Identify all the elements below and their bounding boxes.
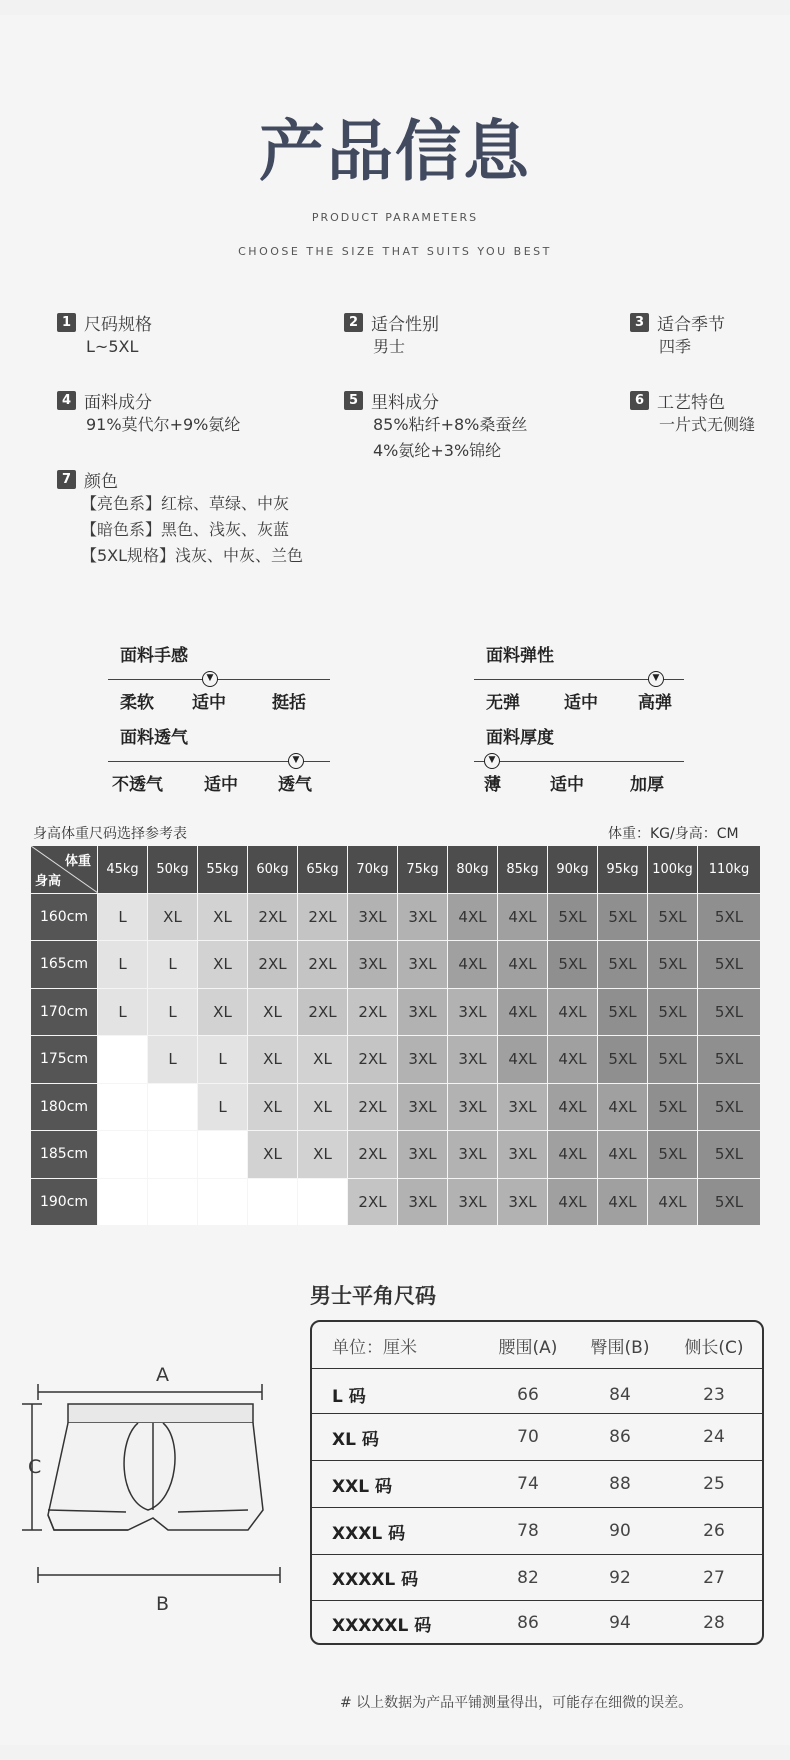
size-cell: L: [148, 941, 198, 989]
size-cell: 5XL: [648, 1036, 698, 1084]
size-cell: 2XL: [348, 1036, 398, 1084]
size-cell: XXL 码: [332, 1476, 392, 1497]
header-waist: 腰围(A): [498, 1337, 558, 1358]
size-cell: XL 码: [332, 1429, 379, 1450]
size-cell: XL: [248, 988, 298, 1036]
param-label: 适合性别: [371, 314, 439, 335]
dimension-c-label: C: [28, 1456, 42, 1478]
hip-cell: 86: [609, 1427, 631, 1447]
size-cell: L: [98, 941, 148, 989]
size-cell: 3XL: [348, 941, 398, 989]
scale-line: [474, 761, 684, 762]
scale-label: 加厚: [630, 775, 664, 795]
size-cell: 3XL: [498, 1131, 548, 1179]
size-cell: [98, 1036, 148, 1084]
size-cell: L: [98, 893, 148, 941]
length-cell: 28: [703, 1613, 725, 1633]
table-row: [312, 1460, 762, 1507]
table-row: [31, 941, 761, 989]
param-label: 里料成分: [371, 392, 439, 413]
hip-cell: 88: [609, 1474, 631, 1494]
size-cell: XXXXXL 码: [332, 1615, 432, 1636]
waist-cell: 70: [517, 1427, 539, 1447]
scale-thickness: [474, 723, 704, 793]
size-cell: 3XL: [398, 1131, 448, 1179]
param-label: 颜色: [84, 471, 118, 492]
waist-cell: 78: [517, 1521, 539, 1541]
table-row: [31, 893, 761, 941]
size-cell: 5XL: [698, 941, 761, 989]
size-cell: 4XL: [598, 1083, 648, 1131]
selected-marker-icon: ▼: [288, 753, 304, 769]
weight-header: 60kg: [248, 846, 298, 894]
size-cell: 4XL: [498, 941, 548, 989]
size-cell: 2XL: [298, 893, 348, 941]
table-row: [312, 1413, 762, 1460]
size-cell: L: [198, 1083, 248, 1131]
size-cell: XL: [298, 1131, 348, 1179]
color-line: 【亮色系】红棕、草绿、中灰: [81, 494, 290, 513]
table-row: [31, 1036, 761, 1084]
boxer-outline: [8, 1360, 298, 1640]
table-row: [312, 1554, 762, 1600]
size-cell: 3XL: [398, 988, 448, 1036]
length-cell: 25: [703, 1474, 725, 1494]
selected-marker-icon: ▼: [202, 671, 218, 687]
size-cell: 3XL: [498, 1083, 548, 1131]
size-cell: 5XL: [698, 988, 761, 1036]
size-cell: 5XL: [598, 941, 648, 989]
param-label: 工艺特色: [657, 392, 725, 413]
size-cell: 4XL: [648, 1178, 698, 1226]
size-cell: 4XL: [598, 1131, 648, 1179]
boxer-size-table: [310, 1320, 764, 1645]
size-cell: XL: [248, 1131, 298, 1179]
scale-title: 面料透气: [120, 728, 188, 748]
param-label: 尺码规格: [84, 314, 152, 335]
size-cell: XL: [248, 1083, 298, 1131]
size-cell: 5XL: [598, 893, 648, 941]
size-cell: 3XL: [498, 1178, 548, 1226]
weight-header: 85kg: [498, 846, 548, 894]
size-cell: 3XL: [448, 1036, 498, 1084]
weight-header: 65kg: [298, 846, 348, 894]
size-cell: XL: [248, 1036, 298, 1084]
weight-header: 100kg: [648, 846, 698, 894]
height-cell: 190cm: [31, 1178, 98, 1226]
size-cell: [98, 1178, 148, 1226]
length-cell: 23: [703, 1384, 725, 1405]
param-value: 91%莫代尔+9%氨纶: [86, 415, 241, 434]
scale-elasticity: [474, 641, 704, 711]
height-cell: 180cm: [31, 1083, 98, 1131]
table-row: [31, 988, 761, 1036]
scale-line: [108, 679, 330, 680]
size-cell: 4XL: [548, 1131, 598, 1179]
size-cell: L: [148, 1036, 198, 1084]
waist-cell: 74: [517, 1474, 539, 1494]
size-chart-caption: 身高体重尺码选择参考表: [33, 826, 187, 842]
param-lining: [344, 388, 527, 464]
weight-header: 95kg: [598, 846, 648, 894]
scale-label: 适中: [564, 693, 598, 713]
measurement-note: # 以上数据为产品平铺测量得出，可能存在细微的误差。: [340, 1695, 693, 1711]
number-badge: 5: [344, 391, 363, 410]
size-cell: 4XL: [498, 1036, 548, 1084]
boxer-size-title: 男士平角尺码: [310, 1284, 436, 1308]
size-cell: [198, 1178, 248, 1226]
hip-cell: 90: [609, 1521, 631, 1541]
number-badge: 6: [630, 391, 649, 410]
size-chart-units: 体重：KG/身高：CM: [608, 826, 739, 842]
size-cell: 2XL: [348, 988, 398, 1036]
scale-title: 面料手感: [120, 646, 188, 666]
hip-cell: 92: [609, 1567, 631, 1588]
size-cell: [148, 1178, 198, 1226]
size-cell: 4XL: [448, 941, 498, 989]
size-cell: 4XL: [498, 893, 548, 941]
header-unit: 单位：厘米: [332, 1337, 417, 1358]
table-row: [312, 1507, 762, 1554]
page: [0, 15, 790, 1745]
size-cell: XXXXL 码: [332, 1570, 419, 1590]
size-cell: L: [98, 988, 148, 1036]
size-cell: 5XL: [648, 1083, 698, 1131]
size-cell: 5XL: [698, 1131, 761, 1179]
size-cell: [148, 1131, 198, 1179]
param-value: 85%粘纤+8%桑蚕丝: [373, 415, 528, 434]
size-cell: 5XL: [698, 1036, 761, 1084]
param-label: 面料成分: [84, 392, 152, 413]
size-cell: 2XL: [348, 1083, 398, 1131]
subtitle-tagline: CHOOSE THE SIZE THAT SUITS YOU BEST: [238, 245, 552, 258]
weight-header: 80kg: [448, 846, 498, 894]
size-cell: 2XL: [348, 1131, 398, 1179]
size-cell: 3XL: [448, 1131, 498, 1179]
table-row: [31, 1083, 761, 1131]
param-label: 适合季节: [657, 314, 725, 335]
size-cell: 2XL: [298, 988, 348, 1036]
scale-title: 面料弹性: [486, 646, 554, 666]
size-cell: [248, 1178, 298, 1226]
param-value: 一片式无侧缝: [659, 415, 756, 434]
size-cell: 2XL: [248, 941, 298, 989]
size-cell: 3XL: [348, 893, 398, 941]
height-cell: 165cm: [31, 941, 98, 989]
param-fabric: [57, 388, 240, 438]
size-cell: 3XL: [448, 1083, 498, 1131]
size-cell: 5XL: [598, 1036, 648, 1084]
corner-height-label: 身高: [35, 873, 62, 889]
number-badge: 2: [344, 313, 363, 332]
size-cell: 3XL: [398, 1083, 448, 1131]
size-cell: L: [198, 1036, 248, 1084]
param-size: [57, 310, 152, 360]
waist-cell: 82: [517, 1567, 539, 1588]
scale-title: 面料厚度: [486, 728, 554, 748]
weight-header: 45kg: [98, 846, 148, 894]
dimension-b-label: B: [156, 1593, 170, 1615]
size-cell: 4XL: [448, 893, 498, 941]
size-cell: 5XL: [698, 1083, 761, 1131]
subtitle-en: PRODUCT PARAMETERS: [311, 211, 479, 224]
scale-breathability: [108, 723, 338, 793]
param-gender: [344, 310, 439, 360]
header-side-length: 侧长(C): [684, 1337, 744, 1358]
scale-label: 无弹: [486, 693, 520, 713]
size-chart-header-row: [31, 846, 761, 894]
size-cell: 5XL: [698, 1178, 761, 1226]
scale-softness: [108, 641, 338, 711]
size-chart-table: [30, 845, 761, 1226]
weight-header: 75kg: [398, 846, 448, 894]
size-cell: 2XL: [348, 1178, 398, 1226]
length-cell: 27: [703, 1567, 725, 1588]
size-cell: 4XL: [598, 1178, 648, 1226]
size-cell: XL: [148, 893, 198, 941]
scale-label: 柔软: [120, 693, 154, 713]
scale-label: 适中: [192, 693, 226, 713]
length-cell: 26: [703, 1521, 725, 1541]
scale-label: 适中: [204, 775, 238, 795]
corner-weight-label: 体重: [64, 854, 91, 869]
hip-cell: 84: [609, 1384, 631, 1405]
table-header-row: [312, 1322, 762, 1368]
size-cell: 3XL: [448, 1178, 498, 1226]
number-badge: 1: [57, 313, 76, 332]
selected-marker-icon: ▼: [484, 753, 500, 769]
scale-label: 高弹: [638, 693, 672, 713]
waist-cell: 66: [517, 1384, 539, 1405]
size-cell: 5XL: [598, 988, 648, 1036]
size-cell: 5XL: [648, 893, 698, 941]
size-cell: [148, 1083, 198, 1131]
size-cell: 4XL: [548, 1083, 598, 1131]
param-value: 4%氨纶+3%锦纶: [373, 441, 502, 460]
size-cell: 3XL: [398, 1036, 448, 1084]
color-line: 【暗色系】黑色、浅灰、灰蓝: [81, 520, 290, 539]
size-cell: 3XL: [398, 941, 448, 989]
size-cell: [98, 1083, 148, 1131]
size-cell: 4XL: [548, 988, 598, 1036]
size-cell: 4XL: [548, 1036, 598, 1084]
size-cell: XL: [198, 988, 248, 1036]
size-cell: [98, 1131, 148, 1179]
weight-header: 55kg: [198, 846, 248, 894]
page-title: 产品信息: [259, 113, 531, 190]
weight-header: 110kg: [698, 846, 761, 894]
size-cell: 5XL: [648, 988, 698, 1036]
size-cell: 3XL: [448, 988, 498, 1036]
size-cell: L: [148, 988, 198, 1036]
color-line: 【5XL规格】浅灰、中灰、兰色: [81, 546, 304, 565]
height-cell: 185cm: [31, 1131, 98, 1179]
size-cell: 4XL: [548, 1178, 598, 1226]
scale-label: 挺括: [272, 693, 306, 713]
size-cell: 5XL: [648, 941, 698, 989]
size-cell: 3XL: [398, 893, 448, 941]
size-cell: 5XL: [548, 893, 598, 941]
weight-header: 50kg: [148, 846, 198, 894]
weight-header: 90kg: [548, 846, 598, 894]
height-cell: 170cm: [31, 988, 98, 1036]
height-cell: 160cm: [31, 893, 98, 941]
header-hip: 臀围(B): [590, 1337, 650, 1358]
selected-marker-icon: ▼: [648, 671, 664, 687]
param-color: [57, 467, 303, 569]
size-cell: XL: [298, 1036, 348, 1084]
hip-cell: 94: [609, 1613, 631, 1633]
param-craft: [630, 388, 755, 438]
boxer-diagram: [8, 1360, 298, 1640]
size-cell: 5XL: [698, 893, 761, 941]
height-cell: 175cm: [31, 1036, 98, 1084]
size-cell: 3XL: [398, 1178, 448, 1226]
scale-label: 不透气: [112, 775, 163, 795]
size-cell: XL: [198, 893, 248, 941]
size-cell: XL: [198, 941, 248, 989]
scale-label: 透气: [278, 775, 312, 795]
param-value: 四季: [659, 337, 692, 356]
scale-label: 薄: [484, 775, 501, 795]
dimension-a-label: A: [156, 1364, 169, 1386]
size-cell: 5XL: [548, 941, 598, 989]
size-cell: 2XL: [248, 893, 298, 941]
param-season: [630, 310, 725, 360]
table-row: [31, 1178, 761, 1226]
number-badge: 3: [630, 313, 649, 332]
param-value: L~5XL: [86, 337, 139, 356]
size-cell: XL: [298, 1083, 348, 1131]
waist-cell: 86: [517, 1613, 539, 1633]
param-value: 男士: [373, 337, 406, 356]
size-cell: [298, 1178, 348, 1226]
weight-header: 70kg: [348, 846, 398, 894]
table-row: [31, 1131, 761, 1179]
size-cell: 4XL: [498, 988, 548, 1036]
size-cell: 5XL: [648, 1131, 698, 1179]
size-cell: XXXL 码: [332, 1523, 406, 1544]
scale-label: 适中: [550, 775, 584, 795]
number-badge: 4: [57, 391, 76, 410]
table-corner: [31, 846, 98, 894]
size-cell: [198, 1131, 248, 1179]
size-cell: L 码: [332, 1387, 366, 1407]
number-badge: 7: [57, 470, 76, 489]
size-cell: 2XL: [298, 941, 348, 989]
table-row: [312, 1600, 762, 1645]
length-cell: 24: [703, 1427, 725, 1447]
